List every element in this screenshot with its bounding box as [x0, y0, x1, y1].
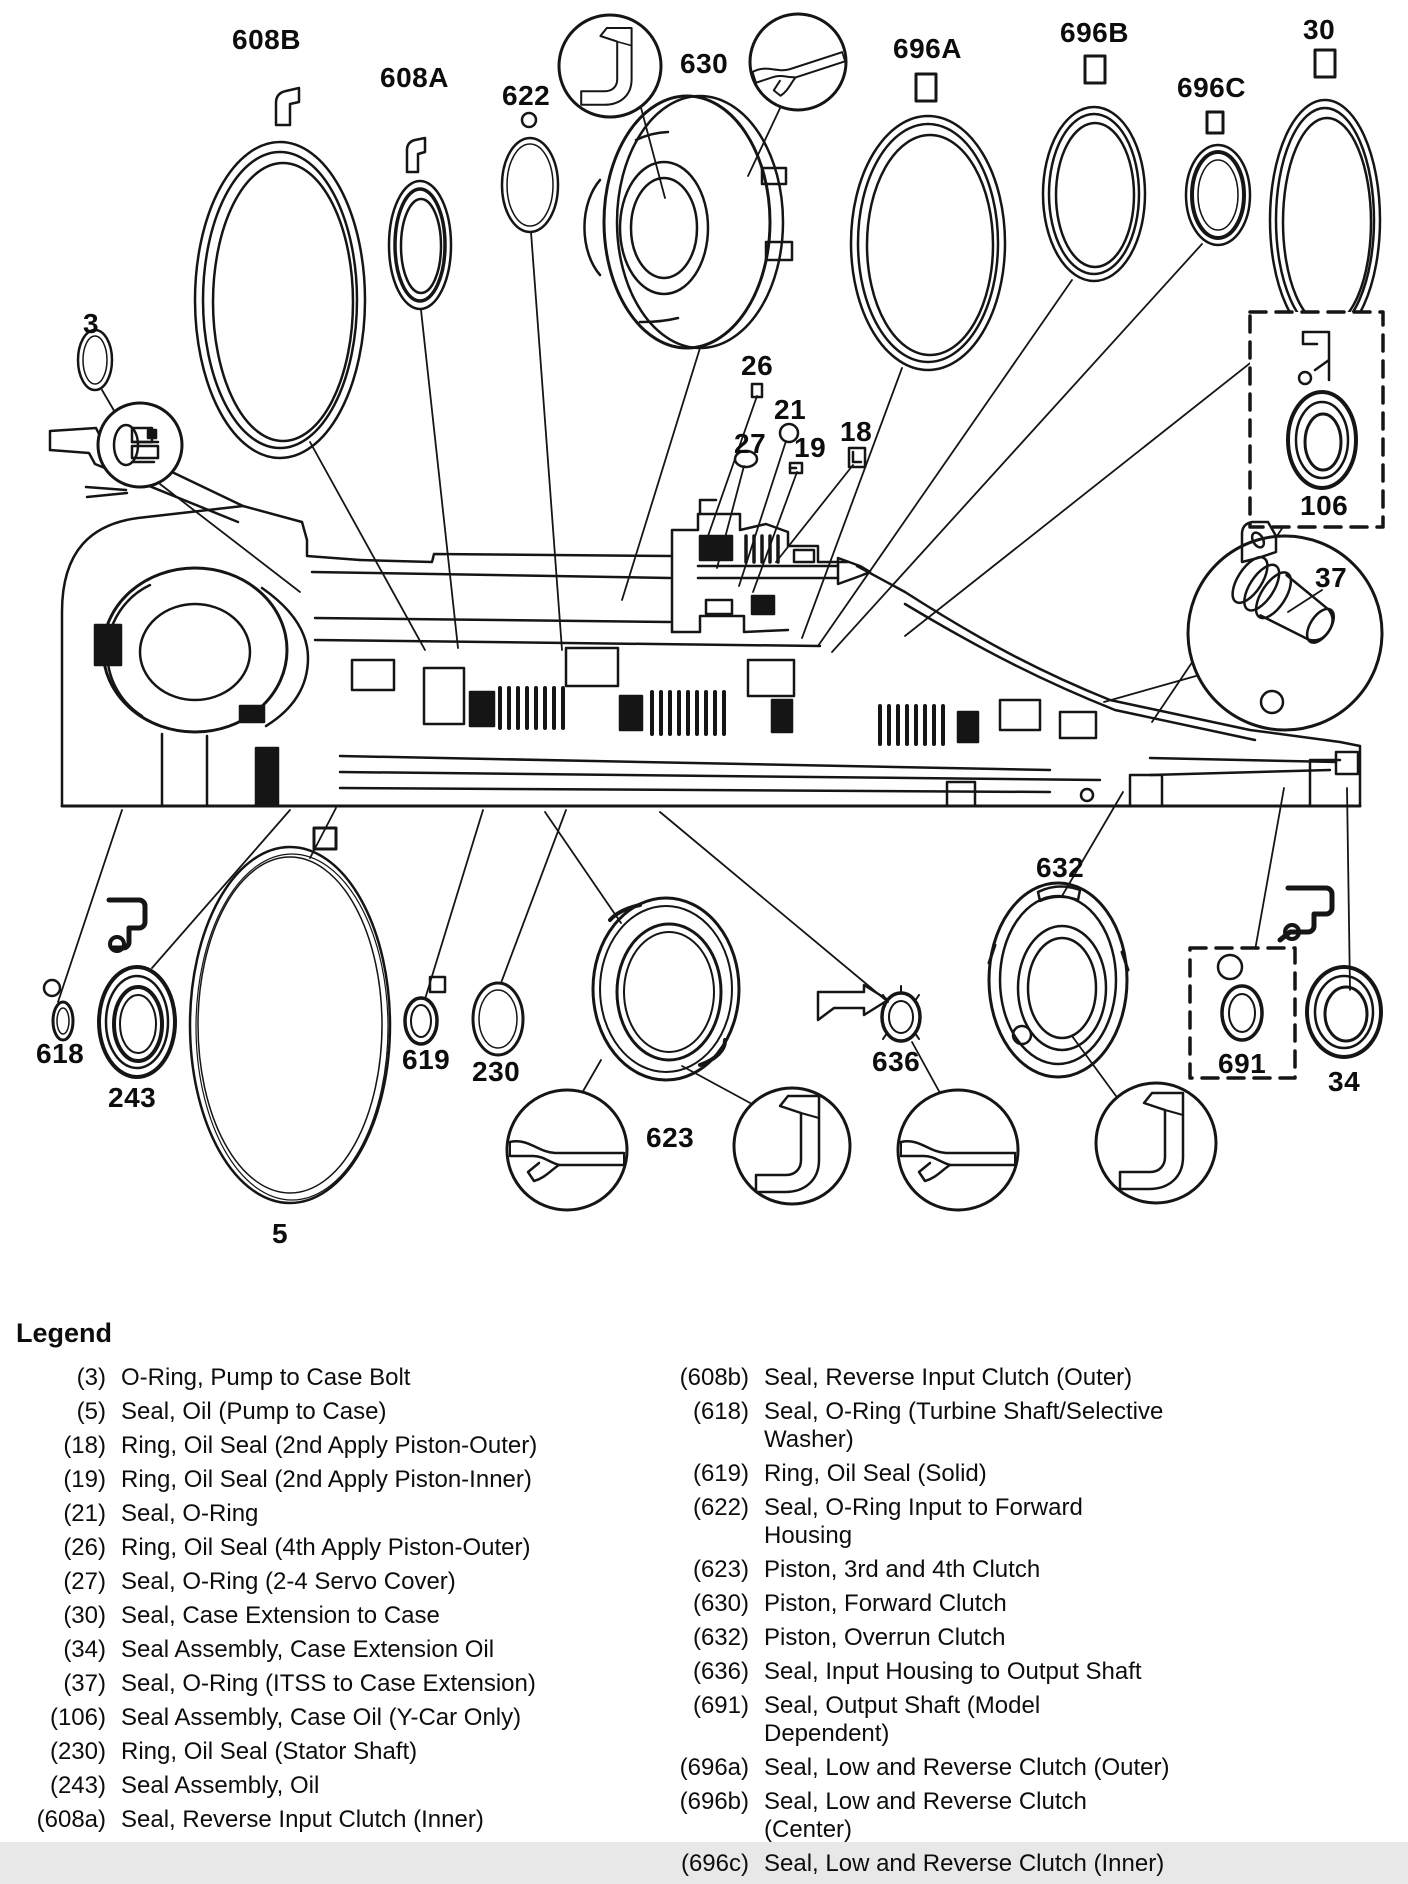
- legend-row: [652, 1624, 1182, 1652]
- legend-part-desc: Seal, O-Ring: [121, 1500, 259, 1527]
- legend-row: [28, 1364, 628, 1392]
- legend-part-number: (696c): [680, 1850, 749, 1877]
- legend-part-number: (26): [63, 1534, 106, 1561]
- part-label-18: 18: [840, 416, 873, 447]
- pump-bolt-detail-circle: [98, 403, 182, 487]
- legend-part-desc: Seal, O-Ring (2-4 Servo Cover): [121, 1568, 456, 1595]
- part-label-30: 30: [1303, 14, 1336, 45]
- itss-sensor-detail-circle: [1188, 522, 1382, 730]
- legend-row: [28, 1738, 628, 1766]
- legend-column-right: [652, 1364, 1182, 1884]
- legend-part-number: (696a): [679, 1754, 749, 1781]
- square-section-icon: [1315, 50, 1335, 77]
- legend-row: [28, 1500, 628, 1528]
- ring-26-icon: [752, 384, 762, 397]
- legend-part-desc: Seal Assembly, Case Oil (Y-Car Only): [121, 1704, 522, 1731]
- detail-circle-seal-upper-left: [559, 15, 661, 117]
- part-label-19: 19: [794, 432, 827, 463]
- legend-part-desc: Seal Assembly, Oil: [121, 1772, 320, 1799]
- oil-seal-5: [190, 828, 390, 1203]
- legend-part-number: (636): [692, 1658, 749, 1685]
- square-section-icon: [1085, 56, 1105, 83]
- part-label-623: 623: [646, 1122, 695, 1153]
- legend-part-number: (630): [692, 1590, 749, 1617]
- legend-part-desc: Piston, Overrun Clutch: [764, 1624, 1006, 1651]
- legend-part-number: (608a): [36, 1806, 106, 1833]
- legend-column-left: [28, 1364, 628, 1840]
- o-ring-622: [502, 113, 558, 232]
- part-label-3: 3: [83, 308, 100, 339]
- legend-part-number: (3): [76, 1364, 106, 1391]
- part-label-34: 34: [1328, 1066, 1361, 1097]
- o-ring-section-icon: [522, 113, 536, 127]
- legend-part-desc: Seal, Reverse Input Clutch (Inner): [121, 1806, 484, 1833]
- piston-630: [584, 96, 792, 348]
- legend-part-desc: Seal, Case Extension to Case: [121, 1602, 440, 1629]
- legend-row: [28, 1432, 628, 1460]
- part-label-696b: 696B: [1060, 17, 1129, 48]
- piston-623: [593, 898, 739, 1080]
- part-label-696a: 696A: [893, 33, 962, 64]
- legend-part-number: (18): [63, 1432, 106, 1459]
- legend-part-number: (27): [63, 1568, 106, 1595]
- clutch-pack-plates: [500, 688, 943, 744]
- legend-row: [28, 1636, 628, 1664]
- legend-part-desc: Ring, Oil Seal (Stator Shaft): [121, 1738, 418, 1765]
- part-label-37: 37: [1315, 562, 1348, 593]
- seal-ring-608b: [195, 88, 365, 458]
- legend-part-desc: O-Ring, Pump to Case Bolt: [121, 1364, 411, 1391]
- legend-part-desc: Piston, Forward Clutch: [764, 1590, 1007, 1617]
- legend-row: [652, 1556, 1182, 1584]
- legend-row: [652, 1398, 1182, 1454]
- seal-ring-696c: [1186, 112, 1250, 245]
- legend-part-number: (691): [692, 1692, 749, 1719]
- legend-row: [28, 1806, 628, 1834]
- part-label-622: 622: [502, 80, 551, 111]
- legend-row: [652, 1754, 1182, 1782]
- part-label-230: 230: [472, 1056, 521, 1087]
- legend-part-desc: Seal, O-Ring Input to Forward Housing: [764, 1494, 1083, 1549]
- seal-assembly-34: [1307, 967, 1381, 1057]
- legend-part-number: (618): [692, 1398, 749, 1425]
- seal-ring-696a: [851, 74, 1005, 370]
- square-section-icon: [916, 74, 936, 101]
- legend-part-number: (622): [692, 1494, 749, 1521]
- legend-part-desc: Seal Assembly, Case Extension Oil: [121, 1636, 495, 1663]
- legend-part-desc: Seal, Input Housing to Output Shaft: [764, 1658, 1142, 1685]
- part-label-691: 691: [1218, 1048, 1267, 1079]
- part-label-632: 632: [1036, 852, 1085, 883]
- legend-row: [652, 1850, 1182, 1878]
- legend-part-desc: Seal, Low and Reverse Clutch (Inner): [764, 1850, 1165, 1877]
- legend-part-number: (34): [63, 1636, 106, 1663]
- legend-part-desc: Seal, Low and Reverse Clutch (Outer): [764, 1754, 1170, 1781]
- part-label-243: 243: [108, 1082, 157, 1113]
- j-seal-detail-circle: [734, 1088, 850, 1204]
- legend-part-number: (106): [49, 1704, 106, 1731]
- square-section-icon: [1207, 112, 1223, 133]
- legend-part-desc: Ring, Oil Seal (Solid): [764, 1460, 987, 1487]
- output-shaft-bracket-icon: [1280, 888, 1332, 940]
- legend-row: [652, 1460, 1182, 1488]
- legend-part-desc: Seal, Output Shaft (Model Dependent): [764, 1692, 1041, 1747]
- legend-part-desc: Seal, Low and Reverse Clutch (Center): [764, 1788, 1087, 1843]
- seal-section-icon: [407, 138, 425, 172]
- lip-seal-detail-circle: [507, 1090, 627, 1210]
- legend-part-desc: Seal, Oil (Pump to Case): [121, 1398, 387, 1425]
- part-label-106: 106: [1300, 490, 1349, 521]
- legend-row: [652, 1494, 1182, 1550]
- legend-row: [652, 1692, 1182, 1748]
- legend-part-desc: Ring, Oil Seal (4th Apply Piston-Outer): [121, 1534, 531, 1561]
- legend-part-number: (19): [63, 1466, 106, 1493]
- part-label-608b-ring: 608B: [232, 24, 301, 55]
- part-label-608a-ring: 608A: [380, 62, 449, 93]
- piston-632: [989, 883, 1128, 1077]
- legend-part-number: (696b): [679, 1788, 749, 1815]
- legend-part-number: (37): [63, 1670, 106, 1697]
- main-cross-section: [50, 428, 1360, 806]
- servo-assembly: [672, 500, 870, 632]
- legend-part-desc: Seal, Reverse Input Clutch (Outer): [764, 1364, 1133, 1391]
- legend-row: [28, 1534, 628, 1562]
- legend-part-desc: Seal, O-Ring (ITSS to Case Extension): [121, 1670, 536, 1697]
- part-label-636: 636: [872, 1046, 921, 1077]
- seal-section-detail-circles: [507, 1083, 1216, 1210]
- part-label-630: 630: [680, 48, 729, 79]
- o-ring-618: [44, 980, 73, 1040]
- legend-part-number: (30): [63, 1602, 106, 1629]
- part-label-26: 26: [741, 350, 774, 381]
- part-label-619: 619: [402, 1044, 451, 1075]
- legend-part-number: (5): [76, 1398, 106, 1425]
- legend-row: [28, 1568, 628, 1596]
- lip-seal-detail-circle: [898, 1090, 1018, 1210]
- legend-row: [28, 1704, 628, 1732]
- legend-part-number: (230): [49, 1738, 106, 1765]
- seal-636: [818, 985, 920, 1041]
- arrow-icon: [818, 985, 888, 1020]
- ring-18-icon: [849, 448, 865, 467]
- part-label-696c: 696C: [1177, 72, 1246, 103]
- legend-part-desc: Seal, O-Ring (Turbine Shaft/Selective Washer): [764, 1398, 1164, 1453]
- legend-row: [28, 1670, 628, 1698]
- seal-ring-608a: [389, 138, 451, 309]
- legend-row: [28, 1466, 628, 1494]
- legend-row: [28, 1602, 628, 1630]
- legend-part-number: (243): [49, 1772, 106, 1799]
- legend-row: [28, 1398, 628, 1426]
- legend-part-number: (21): [63, 1500, 106, 1527]
- seal-ring-696b: [1043, 56, 1145, 281]
- legend-part-desc: Piston, 3rd and 4th Clutch: [764, 1556, 1041, 1583]
- legend-part-desc: Ring, Oil Seal (2nd Apply Piston-Inner): [121, 1466, 532, 1493]
- seal-assembly-243: [99, 967, 175, 1077]
- square-section-icon: [430, 977, 445, 992]
- seal-ring-30: [1270, 50, 1380, 340]
- part-label-21: 21: [774, 394, 807, 425]
- legend-part-number: (608b): [679, 1364, 749, 1391]
- oil-seal-619: [405, 977, 445, 1044]
- legend-part-number: (632): [692, 1624, 749, 1651]
- legend-row: [652, 1788, 1182, 1844]
- legend-row: [652, 1364, 1182, 1392]
- part-label-618: 618: [36, 1038, 85, 1069]
- legend-part-number: (623): [692, 1556, 749, 1583]
- j-seal-detail-circle: [1096, 1083, 1216, 1203]
- legend-part-number: (619): [692, 1460, 749, 1487]
- legend-part-desc: Ring, Oil Seal (2nd Apply Piston-Outer): [121, 1432, 538, 1459]
- legend-heading: Legend: [16, 1318, 113, 1348]
- legend-row: [28, 1772, 628, 1800]
- part-label-27: 27: [734, 428, 767, 459]
- seal-section-icon: [276, 88, 299, 125]
- detail-circle-seal-upper-right: [750, 14, 849, 110]
- legend-row: [652, 1590, 1182, 1618]
- legend-row: [652, 1658, 1182, 1686]
- turbine-shaft-bracket-icon: [109, 900, 145, 951]
- oil-seal-230: [473, 983, 523, 1055]
- part-label-5: 5: [272, 1218, 289, 1249]
